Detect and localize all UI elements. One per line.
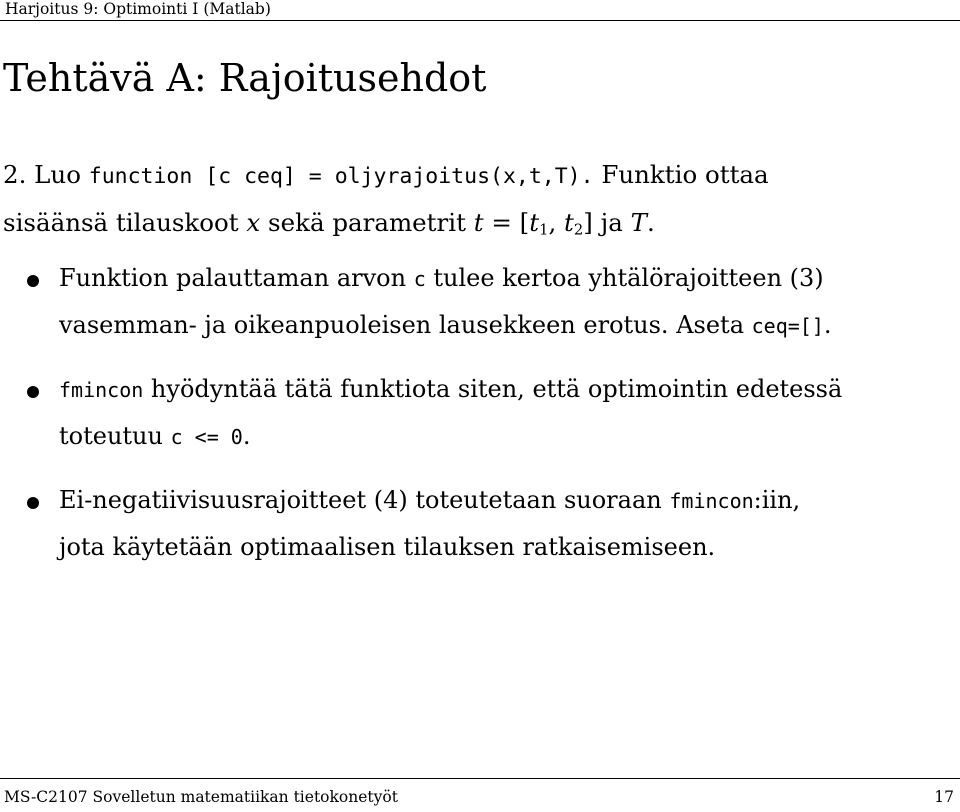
inline-code: ceq=[]	[751, 314, 824, 338]
bullet-text: toteutuu	[59, 422, 171, 450]
page-number: 17	[934, 788, 954, 806]
inline-code: c <= 0	[170, 425, 243, 449]
slide-footer	[0, 778, 960, 812]
bullet-dot-icon	[27, 497, 39, 509]
slide-title: Tehtävä A: Rajoitusehdot	[3, 56, 487, 100]
bullet-text: hyödyntää tätä funktiota siten, että optimointin edetessä	[143, 375, 843, 403]
math-var-T: T	[630, 208, 647, 237]
math-var-t1: t	[529, 208, 540, 237]
math-var-x: x	[246, 208, 261, 237]
intro-text: Funktio ottaa	[593, 160, 769, 189]
math-var-t2: t	[564, 208, 574, 237]
bullet-text: vasemman- ja oikeanpuoleisen lausekkeen erotus. Aseta	[59, 311, 752, 339]
intro-text: sekä parametrit	[260, 208, 474, 237]
inline-code: c	[413, 267, 426, 291]
intro-line-1	[3, 152, 953, 200]
inline-code: fmincon	[59, 378, 144, 402]
intro-text: .	[646, 208, 655, 237]
intro-line-2	[3, 200, 953, 246]
bullet-text: jota käytetään optimaalisen tilauksen ratkaisemiseen.	[59, 533, 716, 561]
intro-text: sisäänsä tilauskoot	[3, 208, 247, 237]
bullet-text: .	[242, 422, 251, 450]
bullet-list	[0, 255, 955, 587]
bullet-text: Ei-negatiivisuusrajoitteet (4) toteutetaan suoraan	[59, 486, 670, 514]
intro-text: 2. Luo	[3, 160, 89, 189]
slide-header	[0, 0, 960, 21]
bullet-text: :iin,	[753, 486, 801, 514]
bullet-text: Funktion palauttaman arvon	[59, 264, 414, 292]
intro-text: ] ja	[583, 208, 631, 237]
math-var-t: t	[473, 208, 484, 237]
bullet-item	[0, 477, 955, 570]
math-text: ,	[548, 208, 565, 237]
bullet-item	[0, 366, 955, 460]
math-subscript-1: 1	[539, 221, 549, 239]
math-subscript-2: 2	[573, 221, 584, 239]
intro-paragraph	[3, 152, 953, 246]
footer-course-name: MS-C2107 Sovelletun matematiikan tietokonetyöt	[4, 788, 398, 806]
bullet-dot-icon	[27, 386, 39, 398]
header-title: Harjoitus 9: Optimointi I (Matlab)	[5, 0, 271, 18]
inline-code: fmincon	[669, 489, 754, 513]
math-text: = [	[483, 208, 530, 237]
bullet-text: tulee kertoa yhtälörajoitteen (3)	[425, 264, 824, 292]
function-signature-code: function [c ceq] = oljyrajoitus(x,t,T).	[88, 164, 594, 189]
bullet-text: .	[823, 311, 832, 339]
bullet-dot-icon	[27, 275, 39, 287]
bullet-item	[0, 255, 955, 349]
